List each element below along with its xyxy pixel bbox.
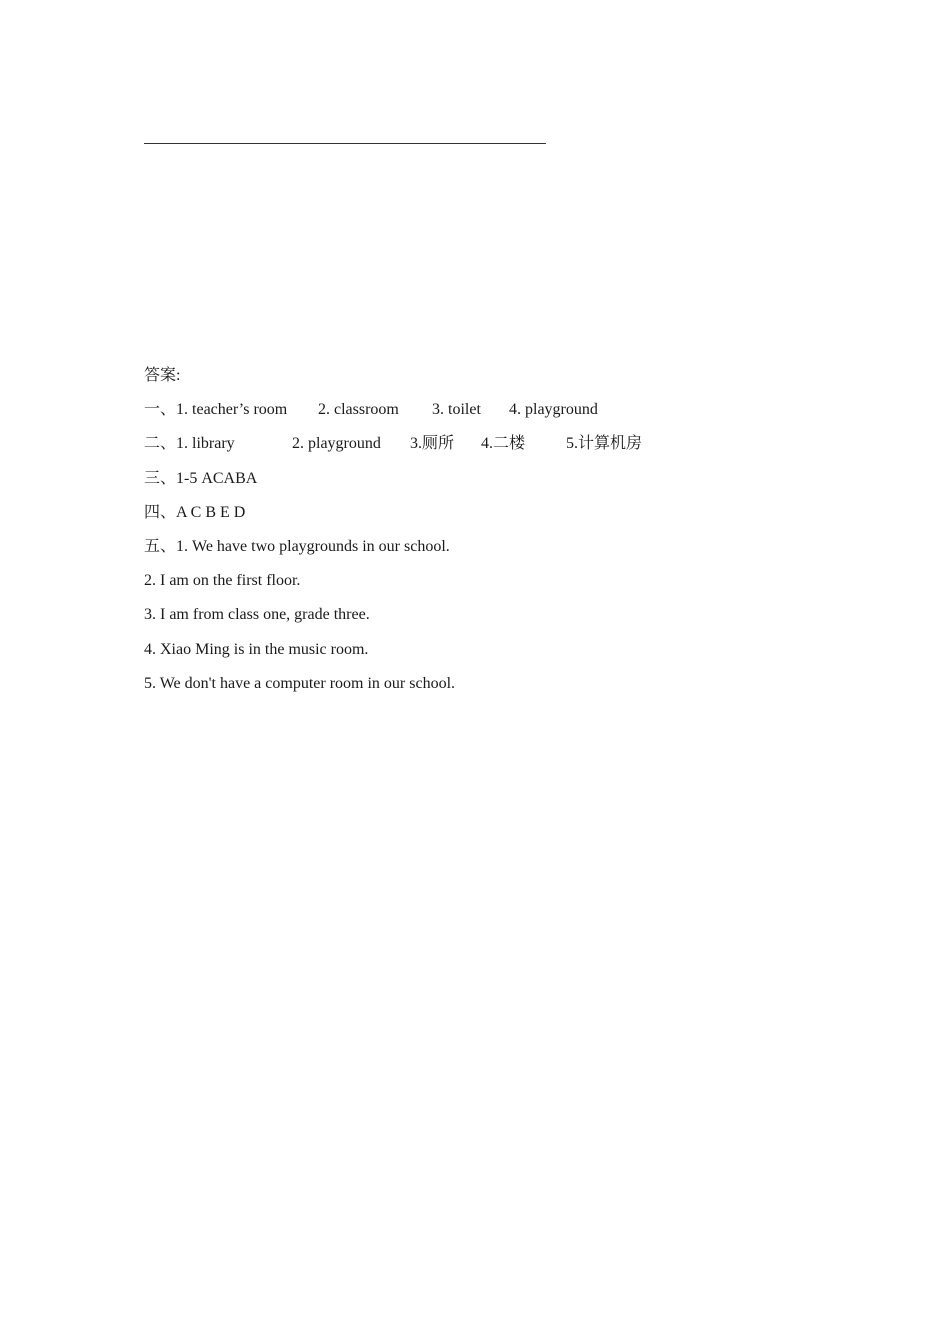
section-4-answers: 四、A C B E D: [144, 503, 246, 521]
answer-key: [144, 364, 844, 706]
section-5-answer-1: 五、1. We have two playgrounds in our school.: [144, 537, 450, 555]
section-3-answers: 三、1-5 ACABA: [144, 469, 258, 487]
section-2-prefix: 二、: [144, 435, 177, 453]
section-1-prefix: 一、: [144, 401, 177, 419]
section-1-item-1-text: 1. teacher’s room: [176, 401, 288, 419]
section-5-answer-2: 2. I am on the first floor.: [144, 572, 301, 590]
answer-blank-line: [144, 143, 546, 144]
section-2-item-3: 3.厕所: [410, 435, 455, 453]
section-2-answers: [144, 432, 844, 466]
section-2-item-1: [144, 432, 292, 456]
section-1-item-3: 3. toilet: [432, 401, 481, 419]
section-1-answers: [144, 398, 844, 432]
section-1-item-4: 4. playground: [509, 401, 598, 419]
section-5-answer-5: 5. We don't have a computer room in our school.: [144, 674, 456, 692]
section-5-answer-3: 3. I am from class one, grade three.: [144, 606, 370, 624]
section-2-item-2: 2. playground: [292, 435, 381, 453]
section-2-item-4: 4.二楼: [481, 435, 526, 453]
section-1-item-1: [144, 398, 318, 422]
section-2-item-5: 5.计算机房: [566, 435, 643, 453]
answer-title: 答案:: [144, 367, 181, 384]
section-2-item-1-text: 1. library: [176, 435, 235, 453]
section-5-answer-4: 4. Xiao Ming is in the music room.: [144, 640, 369, 658]
section-1-item-2: 2. classroom: [318, 401, 399, 419]
